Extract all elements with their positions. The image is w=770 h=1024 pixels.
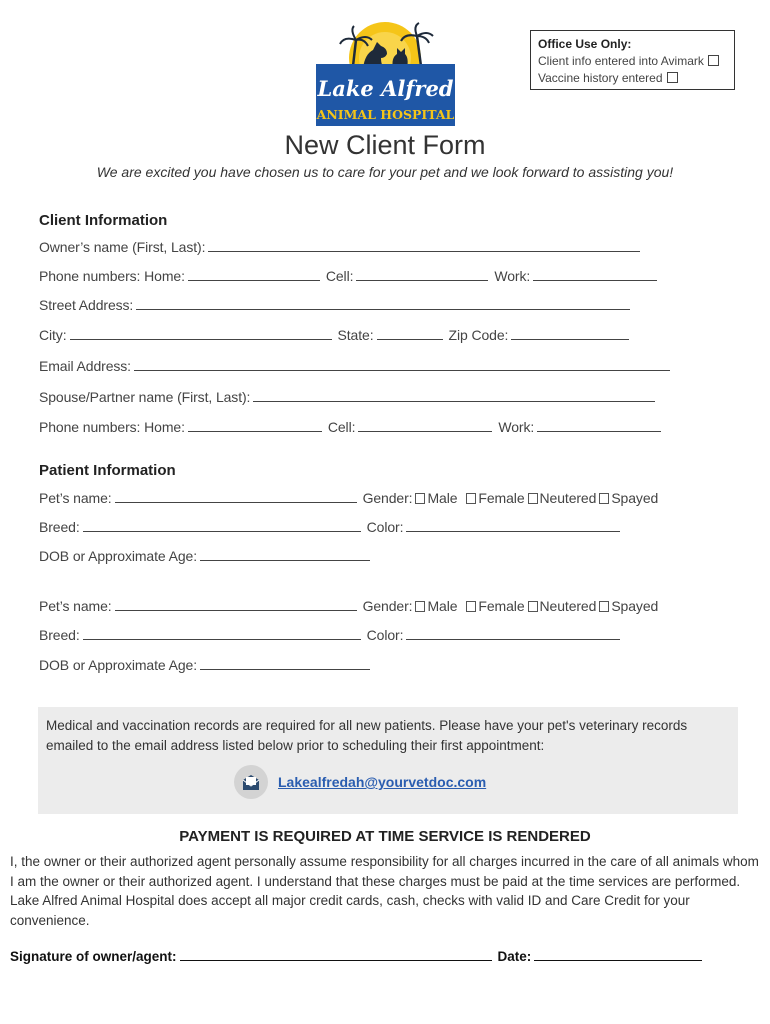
pet1-name-field[interactable] xyxy=(115,490,357,503)
home-phone-field[interactable] xyxy=(188,268,320,281)
owner-name-field[interactable] xyxy=(208,239,640,252)
avimark-checkbox[interactable] xyxy=(708,55,719,66)
spouse-name-field[interactable] xyxy=(253,389,655,402)
pet2-neutered-checkbox[interactable] xyxy=(528,601,538,612)
pet2-spayed-checkbox[interactable] xyxy=(599,601,609,612)
street-address-field[interactable] xyxy=(136,297,630,310)
pet1-spayed-checkbox[interactable] xyxy=(599,493,609,504)
patient-info-heading: Patient Information xyxy=(39,462,176,479)
pet2-male-checkbox[interactable] xyxy=(415,601,425,612)
city-row: City: State: Zip Code: xyxy=(39,327,629,343)
pet1-dob-row: DOB or Approximate Age: xyxy=(39,548,370,564)
client-phone-row: Phone numbers: Home: Cell: Work: xyxy=(39,268,657,284)
payment-methods-text: Lake Alfred Animal Hospital does accept all major credit cards, cash, checks with valid ID and Care Credit for your convenience. xyxy=(10,893,690,928)
pet2-dob-field[interactable] xyxy=(200,657,370,670)
spouse-cell-phone-field[interactable] xyxy=(358,419,492,432)
pet1-female-checkbox[interactable] xyxy=(466,493,476,504)
pet1-breed-row: Breed: Color: xyxy=(39,519,620,535)
records-email-link[interactable]: Lakealfredah@yourvetdoc.com xyxy=(278,774,487,790)
signature-label: Signature of owner/agent: xyxy=(10,949,177,964)
logo-hospital-text: ANIMAL HOSPITAL xyxy=(316,107,455,122)
logo-name-text: Lake Alfred xyxy=(317,76,454,101)
email-row: Email Address: xyxy=(39,358,670,374)
page-title: New Client Form xyxy=(284,130,486,160)
email-field[interactable] xyxy=(134,358,670,371)
tagline: We are excited you have chosen us to care for your pet and we look forward to assisting you! xyxy=(96,164,674,180)
state-field[interactable] xyxy=(377,327,443,340)
spouse-row: Spouse/Partner name (First, Last): xyxy=(39,389,655,405)
signature-field[interactable] xyxy=(180,948,492,961)
pet1-color-field[interactable] xyxy=(406,519,620,532)
work-phone-field[interactable] xyxy=(533,268,657,281)
spouse-work-phone-field[interactable] xyxy=(537,419,661,432)
street-row: Street Address: xyxy=(39,297,630,313)
pet1-male-checkbox[interactable] xyxy=(415,493,425,504)
pet2-breed-field[interactable] xyxy=(83,627,361,640)
office-use-box xyxy=(530,30,735,90)
city-field[interactable] xyxy=(70,327,332,340)
pet2-breed-row: Breed: Color: xyxy=(39,627,620,643)
pet1-dob-field[interactable] xyxy=(200,548,370,561)
cell-phone-field[interactable] xyxy=(356,268,488,281)
logo-graphic xyxy=(313,20,458,128)
pet2-female-checkbox[interactable] xyxy=(466,601,476,612)
pet1-neutered-checkbox[interactable] xyxy=(528,493,538,504)
office-use-line-avimark: Client info entered into Avimark xyxy=(538,53,727,70)
date-label: Date: xyxy=(497,949,532,964)
pet2-name-row: Pet’s name: Gender: Male Female Neutered Spayed xyxy=(39,598,659,614)
pet2-color-field[interactable] xyxy=(406,627,620,640)
spouse-home-phone-field[interactable] xyxy=(188,419,322,432)
zip-field[interactable] xyxy=(511,327,629,340)
clinic-logo xyxy=(313,20,458,128)
office-use-line-vaccine: Vaccine history entered xyxy=(538,70,727,87)
pet2-name-field[interactable] xyxy=(115,598,357,611)
signature-row xyxy=(10,948,702,964)
pet1-name-row: Pet’s name: Gender: Male Female Neutered Spayed xyxy=(39,490,659,506)
spouse-phone-row: Phone numbers: Home: Cell: Work: xyxy=(39,419,661,435)
payment-heading: PAYMENT IS REQUIRED AT TIME SERVICE IS RENDERED xyxy=(179,828,591,845)
office-use-title: Office Use Only: xyxy=(538,37,632,51)
owner-name-row: Owner’s name (First, Last): xyxy=(39,239,640,255)
pet1-breed-field[interactable] xyxy=(83,519,361,532)
envelope-icon xyxy=(234,765,268,799)
pet2-dob-row: DOB or Approximate Age: xyxy=(39,657,370,673)
payment-responsibility-text: I, the owner or their authorized agent personally assume responsibility for all charges incurred in the care of all animals whom I am the owner or their authorized agent. I understand that these charges must be paid at the time services are performed. xyxy=(10,854,759,889)
vaccine-history-checkbox[interactable] xyxy=(667,72,678,83)
date-field[interactable] xyxy=(534,948,702,961)
records-notice-text: Medical and vaccination records are required for all new patients. Please have your pet's veterinary records emailed to the email address listed below prior to scheduling their first appointment: xyxy=(46,718,688,753)
client-info-heading: Client Information xyxy=(39,212,168,229)
payment-terms xyxy=(10,852,762,930)
